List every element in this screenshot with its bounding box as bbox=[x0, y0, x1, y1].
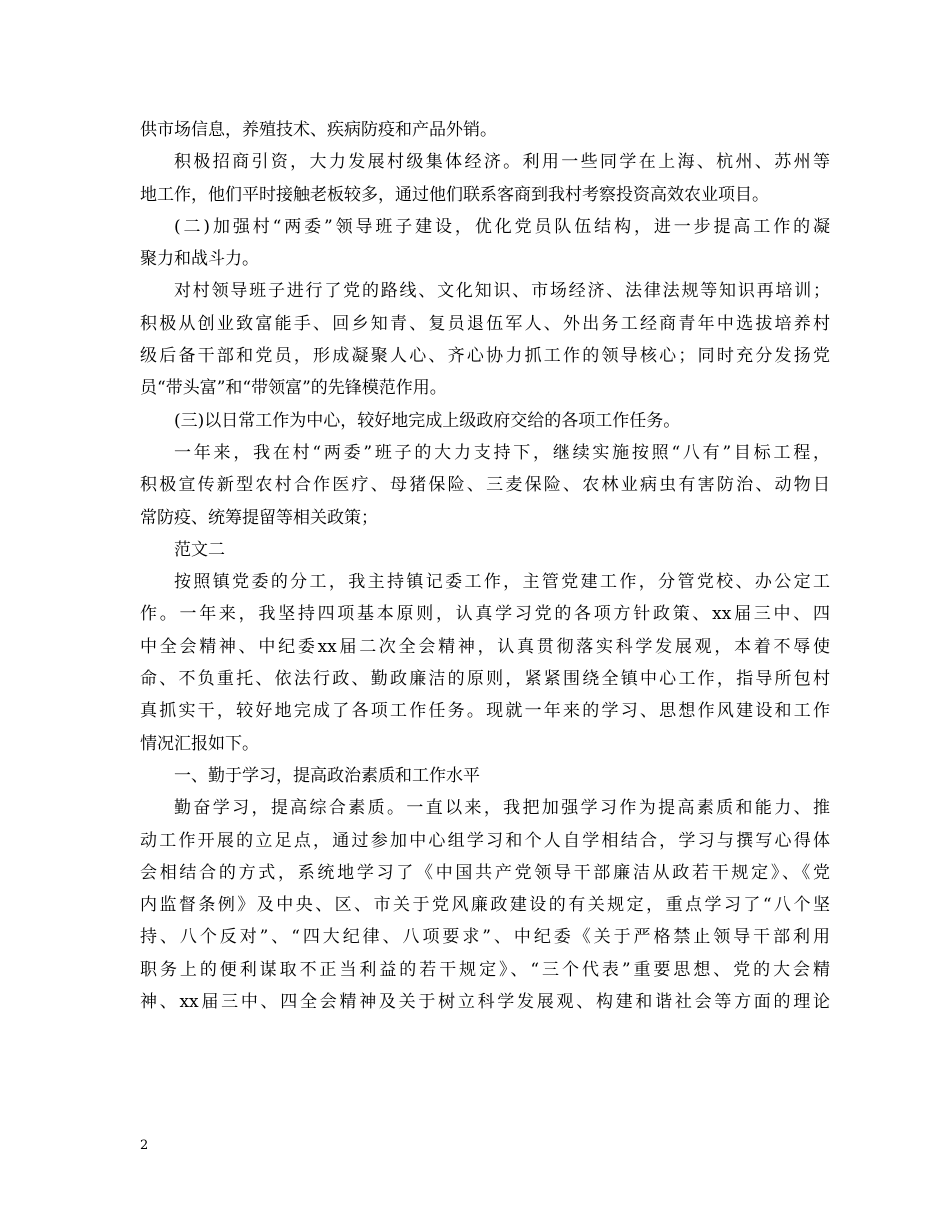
text-line: 常防疫、统筹提留等相关政策； bbox=[140, 507, 378, 528]
text-line: 神、xx届三中、四全会精神及关于树立科学发展观、构建和谐社会等方面的理论 bbox=[140, 992, 830, 1013]
text-line: 一、勤于学习，提高政治素质和工作水平 bbox=[174, 765, 480, 786]
text-line: 供市场信息，养殖技术、疾病防疫和产品外销。 bbox=[140, 120, 497, 140]
text-line: 地工作，他们平时接触老板较多，通过他们联系客商到我村考察投资高效农业项目。 bbox=[140, 184, 769, 205]
text-line: 员“带头富”和“带领富”的先锋模范作用。 bbox=[140, 378, 447, 399]
text-line: 对村领导班子进行了党的路线、文化知识、市场经济、法律法规等知识再培训； bbox=[174, 281, 830, 302]
text-line: 积极宣传新型农村合作医疗、母猪保险、三麦保险、农林业病虫有害防治、动物日 bbox=[140, 475, 830, 496]
page-number: 2 bbox=[140, 1138, 149, 1153]
text-line: 内监督条例》及中央、区、市关于党风廉政建设的有关规定，重点学习了“八个坚 bbox=[140, 895, 830, 916]
document-body bbox=[140, 114, 830, 1018]
text-line: 情况汇报如下。 bbox=[140, 733, 259, 754]
text-line: 聚力和战斗力。 bbox=[140, 249, 259, 270]
text-line: 范文二 bbox=[174, 539, 225, 560]
text-line: 积极从创业致富能手、回乡知青、复员退伍军人、外出务工经商青年中选拔培养村 bbox=[140, 313, 830, 334]
text-line: 级后备干部和党员，形成凝聚人心、齐心协力抓工作的领导核心；同时充分发扬党 bbox=[140, 346, 830, 367]
text-line: 按照镇党委的分工，我主持镇记委工作，主管党建工作，分管党校、办公定工 bbox=[174, 572, 830, 593]
text-line: 职务上的便利谋取不正当利益的若干规定》、“三个代表”重要思想、党的大会精 bbox=[140, 959, 830, 980]
text-line: 勤奋学习，提高综合素质。一直以来，我把加强学习作为提高素质和能力、推 bbox=[174, 798, 830, 819]
text-line: 动工作开展的立足点，通过参加中心组学习和个人自学相结合，学习与撰写心得体 bbox=[140, 830, 830, 851]
text-line: 命、不负重托、依法行政、勤政廉洁的原则，紧紧围绕全镇中心工作，指导所包村 bbox=[140, 669, 830, 690]
text-line: 中全会精神、中纪委xx届二次全会精神，认真贯彻落实科学发展观，本着不辱使 bbox=[140, 636, 830, 657]
text-line: 真抓实干，较好地完成了各项工作任务。现就一年来的学习、思想作风建设和工作 bbox=[140, 701, 830, 722]
text-line: 一年来，我在村“两委”班子的大力支持下，继续实施按照“八有”目标工程， bbox=[174, 442, 830, 463]
text-line: 积极招商引资，大力发展村级集体经济。利用一些同学在上海、杭州、苏州等 bbox=[174, 152, 830, 173]
text-line: 持、八个反对”、“四大纪律、八项要求”、中纪委《关于严格禁止领导干部利用 bbox=[140, 927, 830, 948]
text-line: (二)加强村“两委”领导班子建设，优化党员队伍结构，进一步提高工作的凝 bbox=[174, 216, 830, 237]
text-line: 作。一年来，我坚持四项基本原则，认真学习党的各项方针政策、xx届三中、四 bbox=[140, 604, 830, 625]
text-line: (三)以日常工作为中心，较好地完成上级政府交给的各项工作任务。 bbox=[174, 410, 681, 431]
text-line: 会相结合的方式，系统地学习了《中国共产党领导干部廉洁从政若干规定》、《党 bbox=[140, 862, 830, 883]
